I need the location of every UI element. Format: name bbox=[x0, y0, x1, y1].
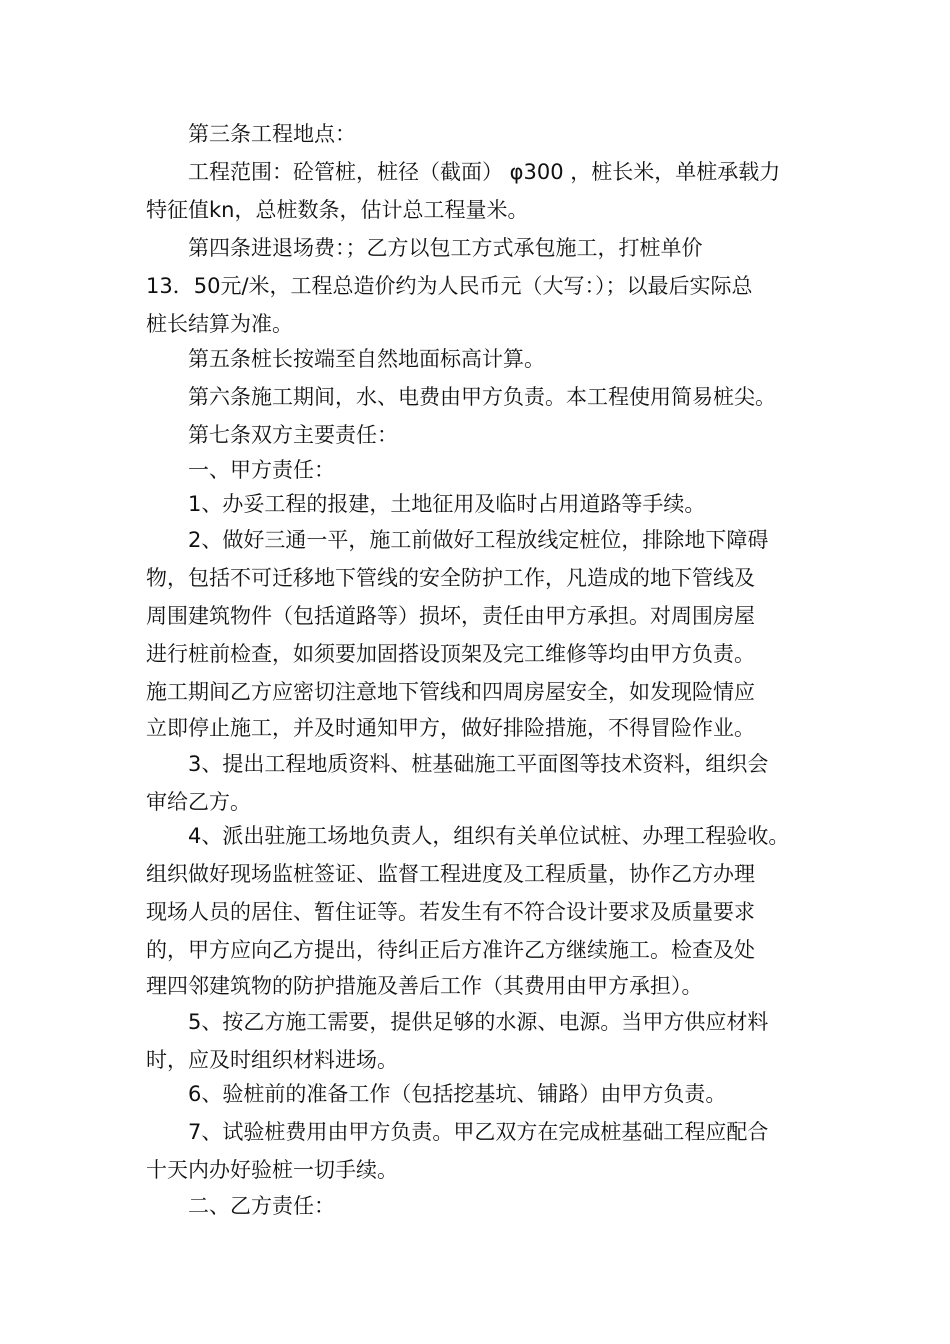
text-line: 现场人员的居住、暂住证等。若发生有不符合设计要求及质量要求 bbox=[146, 900, 755, 924]
text-line: 第七条双方主要责任： bbox=[188, 423, 398, 447]
text-line: 进行桩前检查，如须要加固搭设顶架及完工维修等均由甲方负责。 bbox=[146, 642, 755, 666]
text-line: 第四条进退场费：；乙方以包工方式承包施工，打桩单价 bbox=[188, 236, 703, 260]
text-line: 物，包括不可迁移地下管线的安全防护工作，凡造成的地下管线及 bbox=[146, 566, 755, 590]
text-line: 二、乙方责任： bbox=[188, 1194, 335, 1218]
text-line: 周围建筑物件（包括道路等）损坏，责任由甲方承担。对周围房屋 bbox=[146, 604, 755, 628]
text-line: 立即停止施工，并及时通知甲方，做好排险措施，不得冒险作业。 bbox=[146, 716, 755, 740]
text-line: 6、验桩前的准备工作（包括挖基坑、铺路）由甲方负责。 bbox=[188, 1082, 727, 1106]
text-line: 2、做好三通一平，施工前做好工程放线定桩位，排除地下障碍 bbox=[188, 528, 769, 552]
text-line: 理四邻建筑物的防护措施及善后工作（其费用由甲方承担）。 bbox=[146, 974, 703, 998]
text-line: 第三条工程地点： bbox=[188, 122, 356, 146]
text-line: 4、派出驻施工场地负责人，组织有关单位试桩、办理工程验收。 bbox=[188, 824, 790, 848]
text-line: 组织做好现场监桩签证、监督工程进度及工程质量，协作乙方办理 bbox=[146, 862, 755, 886]
text-line: 时，应及时组织材料进场。 bbox=[146, 1048, 398, 1072]
text-line: 7、试验桩费用由甲方负责。甲乙双方在完成桩基础工程应配合 bbox=[188, 1120, 769, 1144]
text-line: 第五条桩长按端至自然地面标高计算。 bbox=[188, 347, 545, 371]
text-line: 桩长结算为准。 bbox=[146, 312, 293, 336]
text-line: 一、甲方责任： bbox=[188, 458, 335, 482]
text-line: 1、办妥工程的报建，土地征用及临时占用道路等手续。 bbox=[188, 492, 706, 516]
text-line: 的，甲方应向乙方提出，待纠正后方准许乙方继续施工。检查及处 bbox=[146, 938, 755, 962]
text-line: 5、按乙方施工需要，提供足够的水源、电源。当甲方供应材料 bbox=[188, 1010, 769, 1034]
text-line: 审给乙方。 bbox=[146, 790, 251, 814]
text-line: 施工期间乙方应密切注意地下管线和四周房屋安全，如发现险情应 bbox=[146, 680, 755, 704]
text-line: 3、提出工程地质资料、桩基础施工平面图等技术资料，组织会 bbox=[188, 752, 769, 776]
text-line: 十天内办好验桩一切手续。 bbox=[146, 1158, 398, 1182]
text-line: 特征值kn，总桩数条，估计总工程量米。 bbox=[146, 198, 529, 222]
text-line: 13．50元/米，工程总造价约为人民币元（大写：）；以最后实际总 bbox=[146, 274, 753, 298]
text-line: 工程范围：砼管桩，桩径（截面） φ300 ，桩长米，单桩承载力 bbox=[188, 160, 781, 184]
text-line: 第六条施工期间，水、电费由甲方负责。本工程使用简易桩尖。 bbox=[188, 385, 776, 409]
